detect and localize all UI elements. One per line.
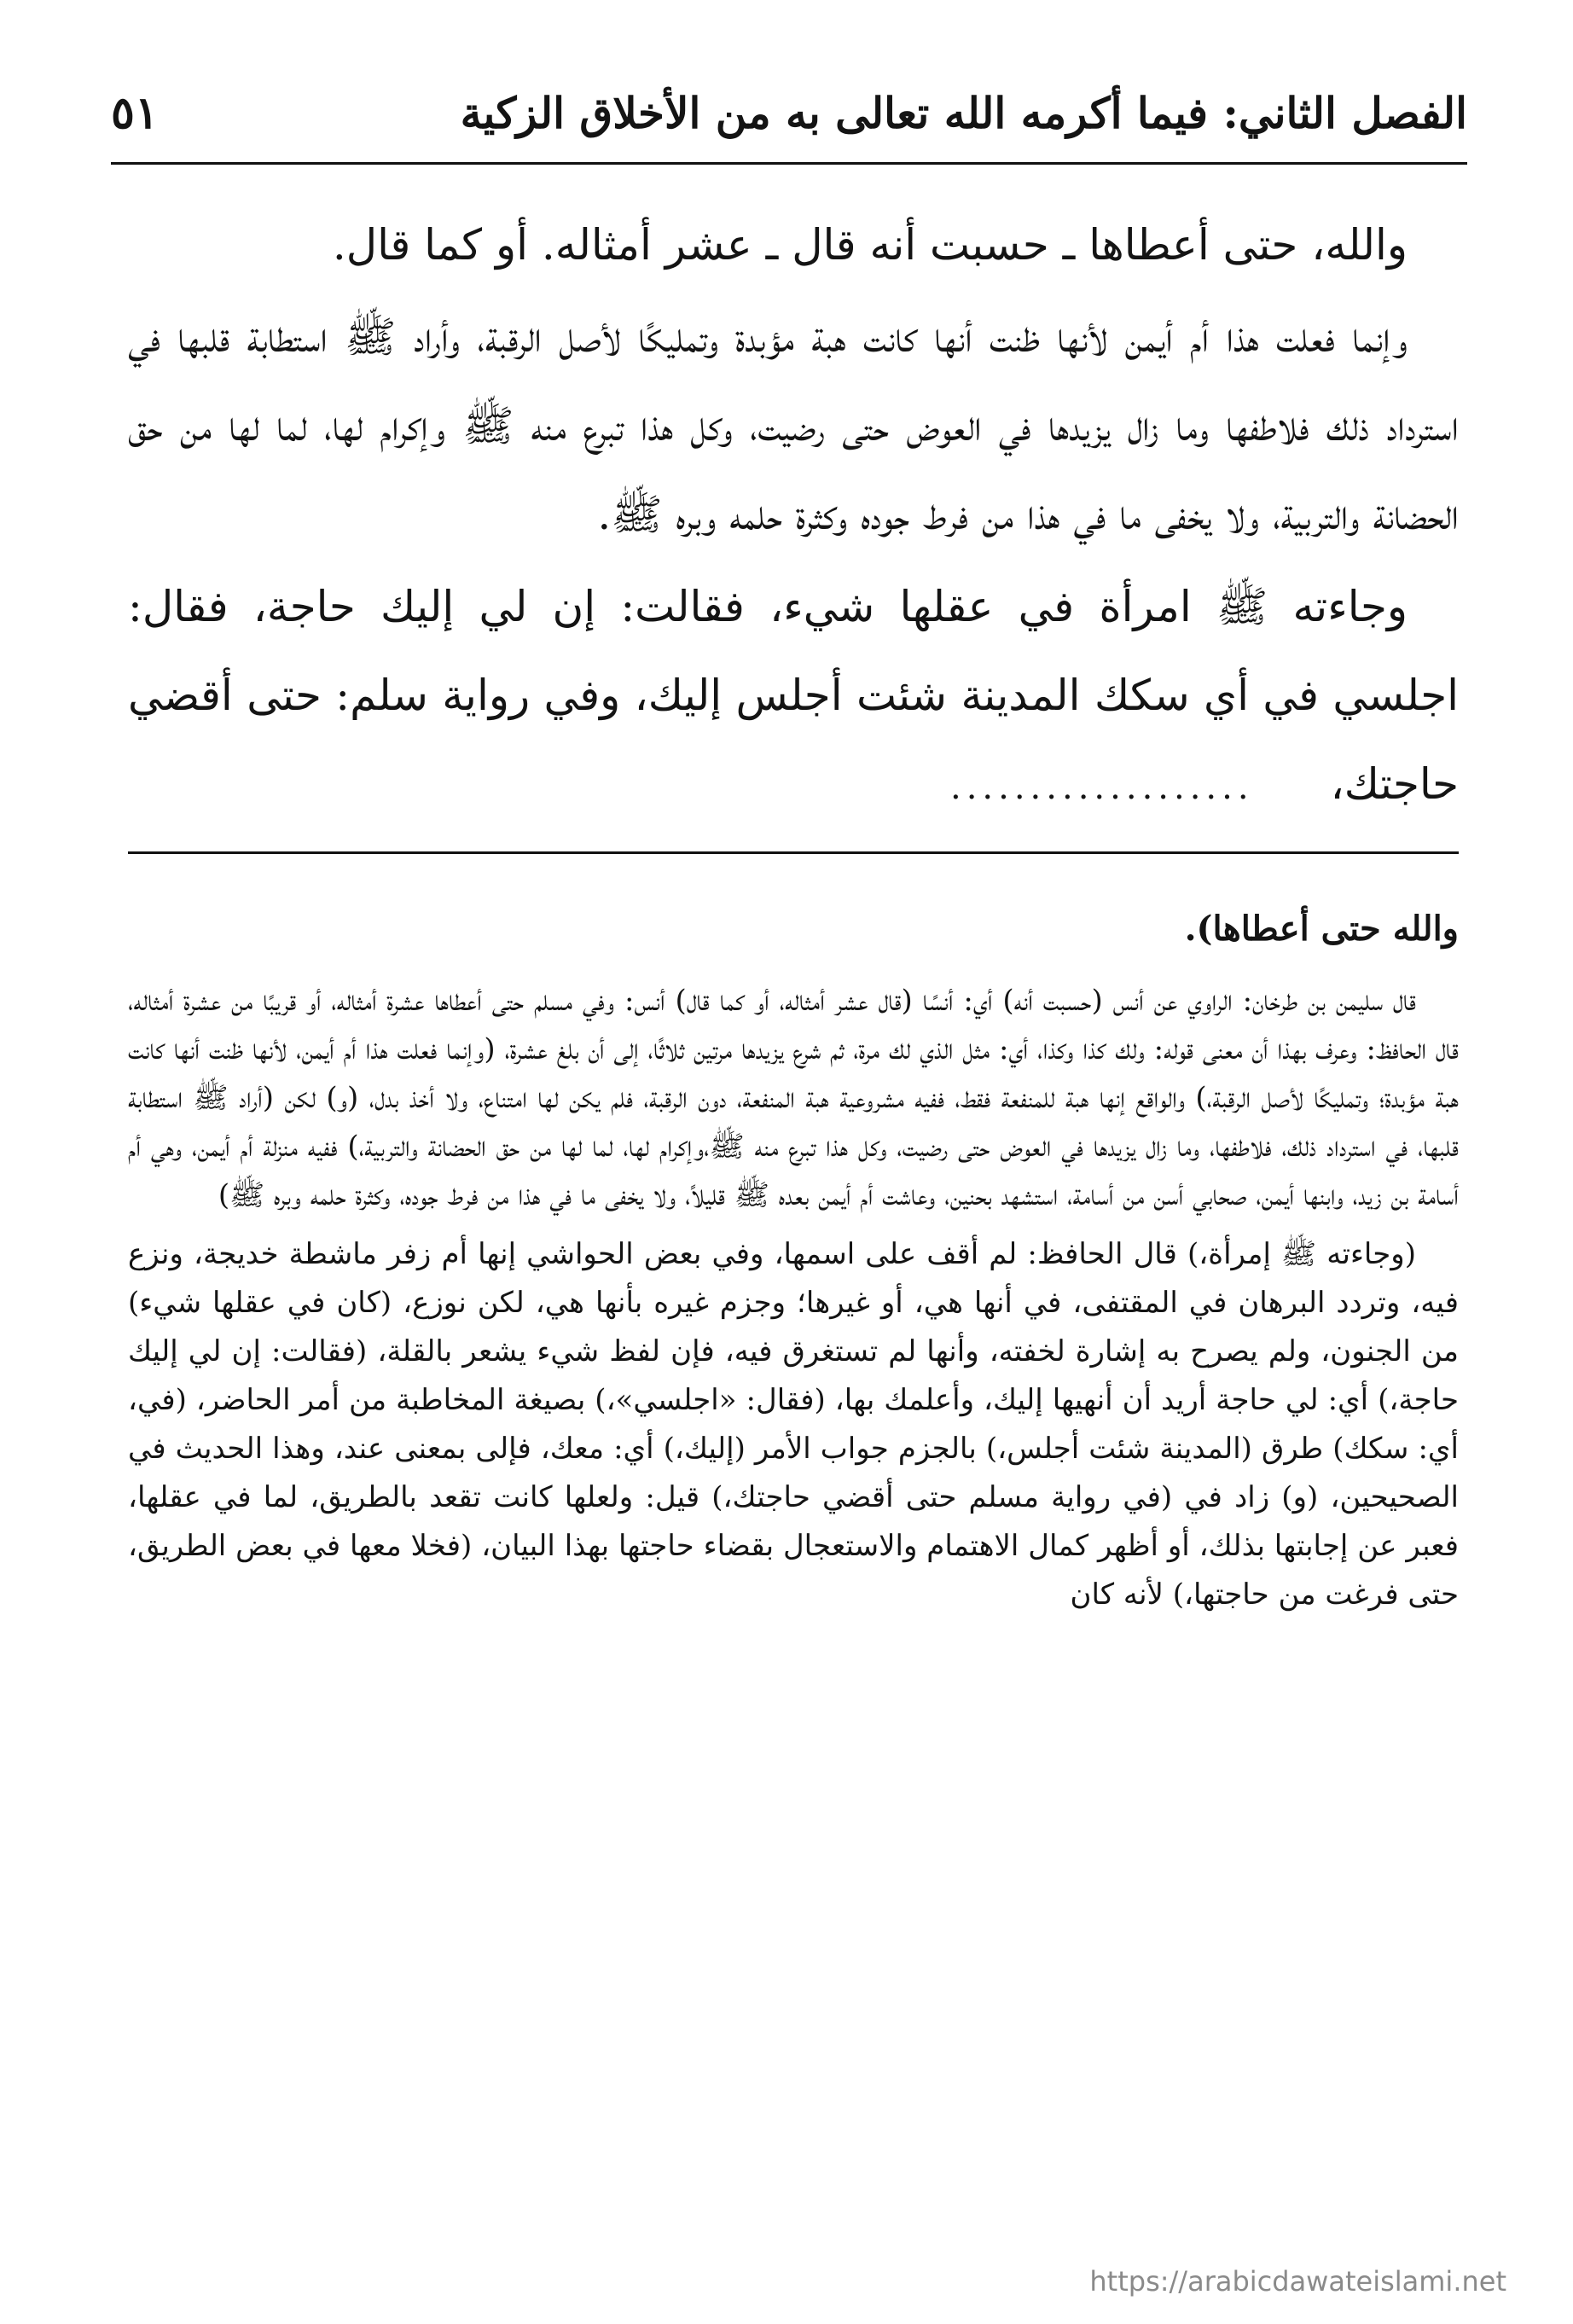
chapter-title: الفصل الثاني: فيما أكرمه الله تعالى به من الأخلاق الزكية <box>460 88 1467 138</box>
commentary-paragraph: قال سليمن بن طرخان: الراوي عن أنس (حسبت أنه) أي: أنسًا (قال عشر أمثاله، أو كما قال) أنس: وفي مسلم حتى أعطاها عشرة أمثاله، أو قريبًا من عشرة أمثاله، قال الحافظ: وعرف بهذا أن معنى قوله: ولك كذا وكذا، أي: مثل الذي لك مرة، ثم شرع يزيدها مرتين ثلاثًا، إلى أن بلغ عشرة، (وإنما فعلت هذا أم أيمن، لأنها ظنت أنها كانت هبة مؤبدة؛ وتمليكًا لأصل الرقبة،) والواقع إنها هبة للمنفعة فقط، ففيه مشروعية هبة المنفعة، دون الرقبة، فلم يكن لها امتناع، ولا أخذ بدل، (و) لكن (أراد ﷺ استطابة قلبها، في استرداد ذلك، فلاطفها، وما زال يزيدها في العوض حتى رضيت، وكل هذا تبرع منه ﷺ،وإكرام لها، لما لها من حق الحضانة والتربية،) ففيه منزلة أم أيمن، وهي أم أسامة بن زيد، وابنها أيمن، صحابي أسن من أسامة، استشهد بحنين، وعاشت أم أيمن بعده ﷺ قليلاً، ولا يخفى ما في هذا من فرط جوده، وكثرة حلمه وبره ﷺ) <box>128 984 1459 1212</box>
header-divider <box>111 162 1467 165</box>
matn-paragraph: وإنما فعلت هذا أم أيمن لأنها ظنت أنها كانت هبة مؤبدة وتمليكًا لأصل الرقبة، وأراد ﷺ استطابة قلبها في استرداد ذلك فلاطفها وما زال يزيدها في العوض حتى رضيت، وكل هذا تبرع منه ﷺ وإكرام لها، لما لها من حق الحضانة والتربية، ولا يخفى ما في هذا من فرط جوده وكثرة حلمه وبره ﷺ. <box>128 312 1459 539</box>
commentary-paragraph: (وجاءته ﷺ إمرأة،) قال الحافظ: لم أقف على اسمها، وفي بعض الحواشي إنها أم زفر ماشطة خديجة، ونزع فيه، وتردد البرهان في المقتفى، في أنها هي، أو غيرها؛ وجزم غيره بأنها هي، لكن نوزع، (كان في عقلها شيء) من الجنون، ولم يصرح به إشارة لخفته، وأنها لم تستغرق فيه، فإن لفظ شيء يشعر بالقلة، (فقالت: إن لي إليك حاجة،) أي: لي حاجة أريد أن أنهيها إليك، وأعلمك بها، (فقال: «اجلسي»،) بصيغة المخاطبة من أمر الحاضر، (في، أي: سكك) طرق (المدينة شئت أجلس،) بالجزم جواب الأمر (إليك،) أي: معك، فإلى بمعنى عند، وهذا الحديث في الصحيحين، (و) زاد في (في رواية مسلم حتى أقضي حاجتك،) قيل: ولعلها كانت تقعد بالطريق، لما في عقلها، فعبر عن إجابتها بذلك، أو أظهر كمال الاهتمام والاستعجال بقضاء حاجتها بهذا البيان، (فخلا معها في بعض الطريق، حتى فرغت من حاجتها،) لأنه كان <box>128 1237 1459 1612</box>
main-text <box>128 200 1459 835</box>
matn-paragraph <box>128 562 1459 832</box>
matn-paragraph: والله، حتى أعطاها ـ حسبت أنه قال ـ عشر أمثاله. أو كما قال. <box>332 220 1408 270</box>
source-watermark: https://arabicdawateislami.net <box>1089 2265 1506 2298</box>
commentary-text <box>128 904 1459 1630</box>
continuation-dots: ................... <box>949 768 1254 807</box>
matn-paragraph-text: وجاءته ﷺ امرأة في عقلها شيء، فقالت: إن لي إليك حاجة، فقال: اجلسي في أي سكك المدينة شئت أجلس إليك، وفي رواية سلم: حتى أقضي حاجتك، <box>128 582 1459 809</box>
commentary-lead: والله حتى أعطاها). <box>1184 909 1459 949</box>
page-number: ٥١ <box>111 87 159 139</box>
section-divider <box>128 851 1459 854</box>
page-header <box>111 75 1467 152</box>
